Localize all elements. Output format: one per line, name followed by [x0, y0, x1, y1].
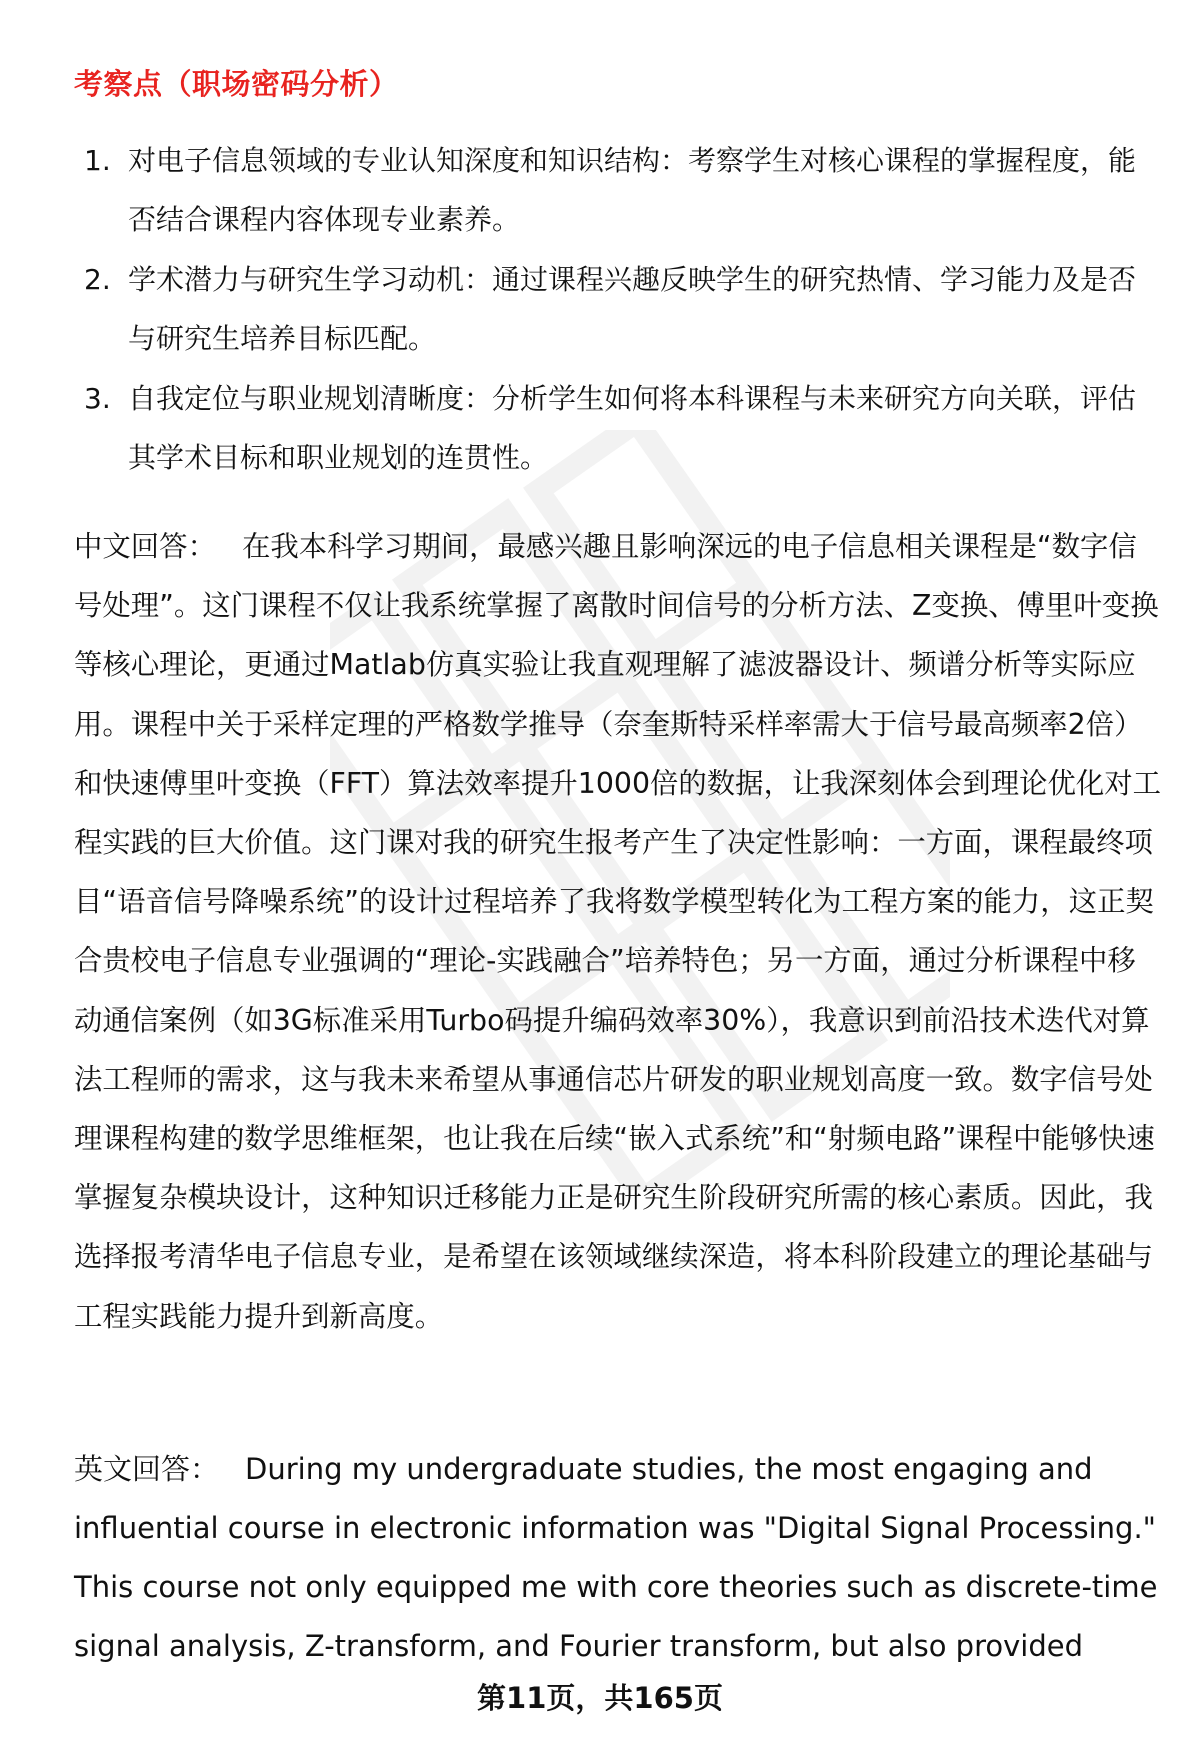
- english-answer-label: 英文回答：: [74, 1452, 220, 1486]
- chinese-answer-label: 中文回答：: [74, 530, 216, 563]
- list-item: [80, 132, 1140, 249]
- english-answer-paragraph: [74, 1440, 1164, 1676]
- list-item: [80, 370, 1140, 487]
- list-item: [80, 251, 1140, 368]
- list-item-text: 学术潜力与研究生学习动机：通过课程兴趣反映学生的研究热情、学习能力及是否与研究生培养目标匹配。: [128, 263, 1137, 355]
- assessment-points-list: [80, 132, 1140, 489]
- page-footer-indicator: 第11页，共165页: [477, 1681, 723, 1715]
- list-item-number: 3.: [84, 382, 111, 415]
- chinese-answer-paragraph: [74, 517, 1164, 1346]
- list-item-number: 2.: [84, 263, 111, 296]
- list-item-text: 对电子信息领域的专业认知深度和知识结构：考察学生对核心课程的掌握程度，能否结合课程内容体现专业素养。: [128, 144, 1137, 236]
- section-title: 考察点（职场密码分析）: [74, 67, 399, 101]
- list-item-text: 自我定位与职业规划清晰度：分析学生如何将本科课程与未来研究方向关联，评估其学术目标和职业规划的连贯性。: [128, 382, 1137, 474]
- english-answer-text: During my undergraduate studies, the most engaging and influential course in electronic information was "Digital Signal Processing." This course not only equipped me with core theories such as discrete-time signal analysis, Z-transform, and Fourier transform, but also provided: [74, 1452, 1158, 1663]
- chinese-answer-text: 在我本科学习期间，最感兴趣且影响深远的电子信息相关课程是“数字信号处理”。这门课程不仅让我系统掌握了离散时间信号的分析方法、Z变换、傅里叶变换等核心理论，更通过Matlab仿真实验让我直观理解了滤波器设计、频谱分析等实际应用。课程中关于采样定理的严格数学推导（奈奎斯特采样率需大于信号最高频率2倍）和快速傅里叶变换（FFT）算法效率提升1000倍的数据，让我深刻体会到理论优化对工程实践的巨大价值。这门课对我的研究生报考产生了决定性影响：一方面，课程最终项目“语音信号降噪系统”的设计过程培养了我将数学模型转化为工程方案的能力，这正契合贵校电子信息专业强调的“理论-实践融合”培养特色；另一方面，通过分析课程中移动通信案例（如3G标准采用Turbo码提升编码效率30%），我意识到前沿技术迭代对算法工程师的需求，这与我未来希望从事通信芯片研发的职业规划高度一致。数字信号处理课程构建的数学思维框架，也让我在后续“嵌入式系统”和“射频电路”课程中能够快速掌握复杂模块设计，这种知识迁移能力正是研究生阶段研究所需的核心素质。因此，我选择报考清华电子信息专业，是希望在该领域继续深造，将本科阶段建立的理论基础与工程实践能力提升到新高度。: [74, 530, 1162, 1333]
- list-item-number: 1.: [84, 144, 111, 177]
